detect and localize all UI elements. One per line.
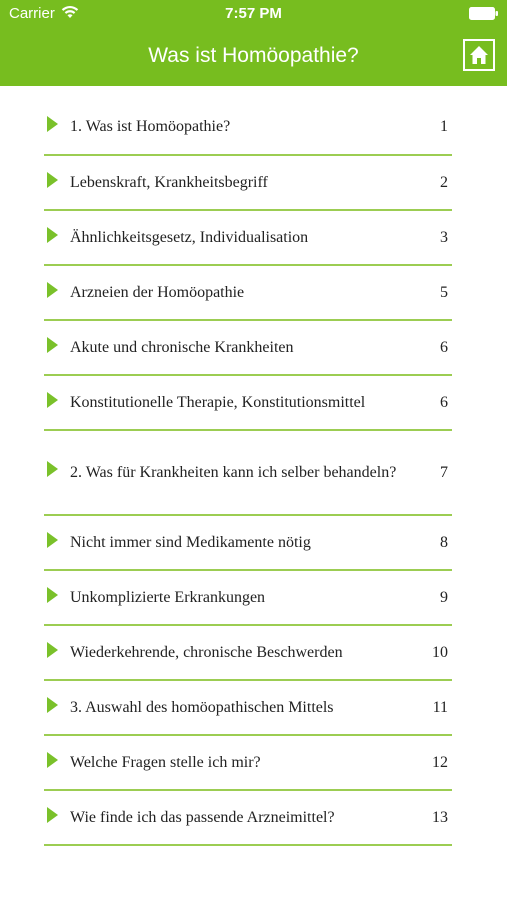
toc-item-label: Wie finde ich das passende Arzneimittel? — [70, 808, 335, 826]
toc-item[interactable] — [44, 156, 452, 211]
toc-item-label: Konstitutionelle Therapie, Konstitutionsmittel — [70, 393, 366, 411]
toc-item-label: Welche Fragen stelle ich mir? — [70, 753, 261, 771]
chevron-right-icon — [47, 752, 58, 768]
chevron-right-icon — [47, 532, 58, 548]
carrier-label: Carrier — [9, 5, 55, 22]
top-bar — [0, 0, 507, 86]
chevron-right-icon — [47, 282, 58, 298]
status-bar — [0, 0, 507, 28]
chevron-right-icon — [47, 116, 58, 132]
toc-item[interactable] — [44, 571, 452, 626]
toc-item-page: 10 — [432, 643, 448, 661]
status-time: 7:57 PM — [225, 5, 282, 22]
toc-item[interactable] — [44, 321, 452, 376]
toc-item-label: Arzneien der Homöopathie — [70, 283, 245, 301]
toc-item[interactable] — [44, 736, 452, 791]
toc-item-label: Akute und chronische Krankheiten — [70, 338, 294, 356]
toc-item-page: 3 — [440, 228, 448, 246]
chevron-right-icon — [47, 807, 58, 823]
toc-item-label: 2. Was für Krankheiten kann ich selber behandeln? — [70, 463, 397, 481]
chevron-right-icon — [47, 587, 58, 603]
toc-item-label: Lebenskraft, Krankheitsbegriff — [70, 173, 268, 191]
toc-item[interactable] — [44, 431, 452, 516]
toc-item-label: 3. Auswahl des homöopathischen Mittels — [70, 698, 334, 716]
toc-item-page: 13 — [432, 808, 448, 826]
chevron-right-icon — [47, 392, 58, 408]
toc-item[interactable] — [44, 211, 452, 266]
toc-item-label: 1. Was ist Homöopathie? — [70, 118, 231, 135]
toc-item[interactable] — [44, 516, 452, 571]
toc-item-page: 12 — [432, 753, 448, 771]
chevron-right-icon — [47, 697, 58, 713]
toc-item-page: 9 — [440, 588, 448, 606]
chevron-right-icon — [47, 337, 58, 353]
toc-item-page: 6 — [440, 393, 448, 411]
toc-item[interactable] — [44, 376, 452, 431]
toc-item-page: 1 — [440, 118, 448, 135]
toc-item-label: Ähnlichkeitsgesetz, Individualisation — [70, 228, 309, 246]
toc-item-page: 2 — [440, 173, 448, 191]
toc-item-page: 5 — [440, 283, 448, 301]
toc-item-label: Wiederkehrende, chronische Beschwerden — [70, 643, 343, 661]
home-button[interactable] — [463, 39, 495, 71]
toc-item[interactable] — [44, 791, 452, 846]
toc-item-page: 11 — [432, 698, 448, 716]
chevron-right-icon — [47, 172, 58, 188]
toc-item-label: Unkomplizierte Erkrankungen — [70, 588, 266, 606]
chevron-right-icon — [47, 227, 58, 243]
toc-item[interactable] — [44, 626, 452, 681]
home-icon — [469, 45, 489, 65]
toc-item-page: 8 — [440, 533, 448, 551]
page-title: Was ist Homöopathie? — [148, 44, 359, 67]
toc-item[interactable] — [44, 100, 452, 156]
chevron-right-icon — [47, 461, 58, 477]
battery-icon — [469, 7, 499, 20]
chevron-right-icon — [47, 642, 58, 658]
toc-item[interactable] — [44, 681, 452, 736]
toc-item-page: 6 — [440, 338, 448, 356]
toc-item-page: 7 — [440, 463, 448, 481]
toc-item-label: Nicht immer sind Medikamente nötig — [70, 533, 311, 551]
table-of-contents — [44, 100, 452, 846]
toc-item[interactable] — [44, 266, 452, 321]
